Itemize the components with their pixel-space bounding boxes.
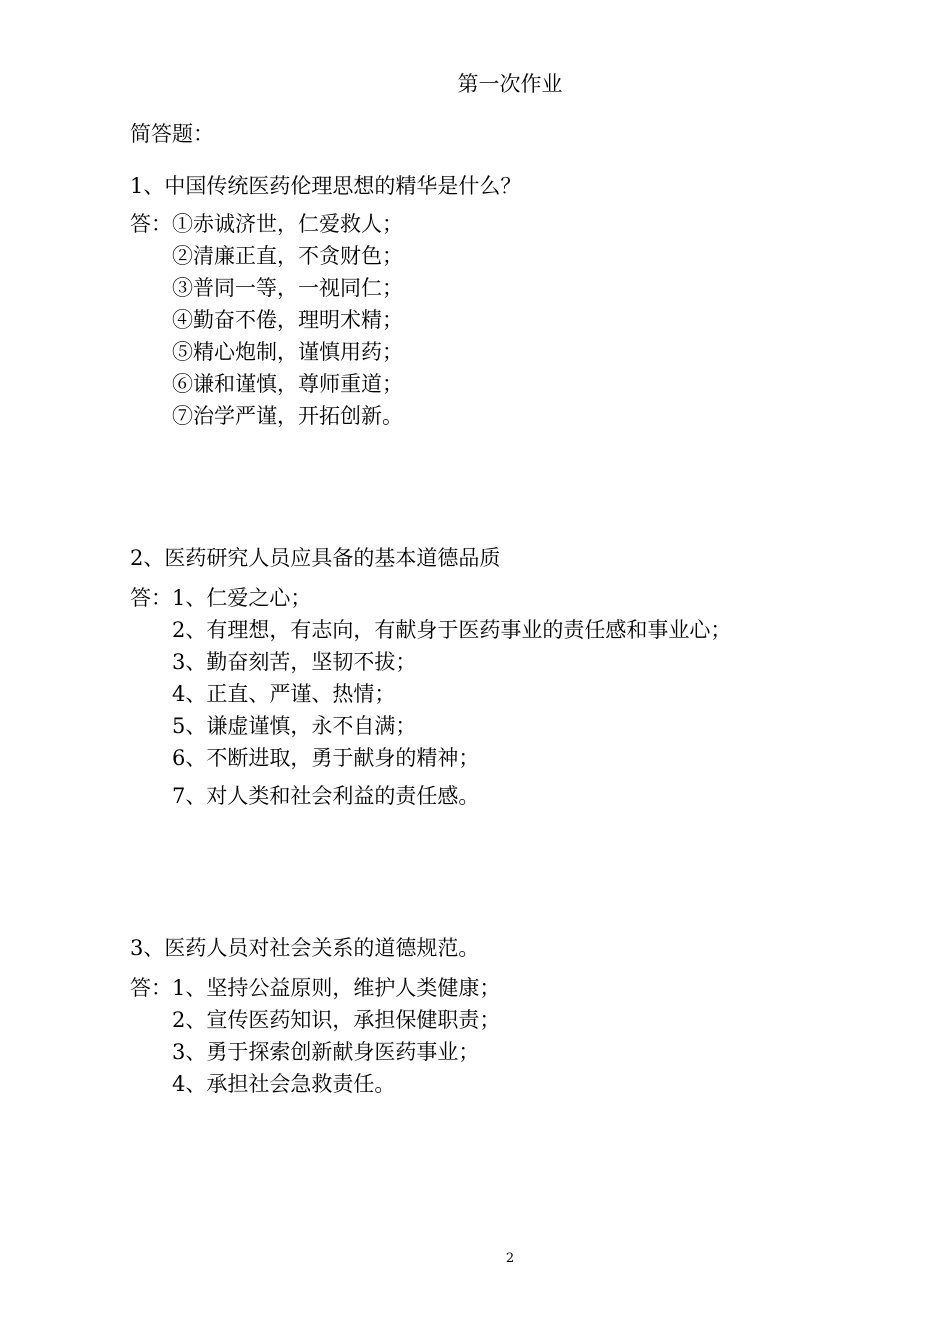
- answer-line: [130, 304, 403, 336]
- section-heading: 简答题：: [130, 122, 214, 146]
- answer-line: [130, 972, 500, 1004]
- answer-item: 5、谦虚谨慎，永不自满；: [172, 714, 417, 738]
- answer-line: [130, 1068, 500, 1100]
- answer-item: 4、正直、严谨、热情；: [172, 682, 396, 706]
- answer-item: ①赤诚济世，仁爱救人；: [172, 212, 403, 236]
- answer-prefix: 答：: [130, 976, 172, 1000]
- answer-line: [130, 1004, 500, 1036]
- answer-line: [130, 336, 403, 368]
- answer-line: [130, 400, 403, 432]
- answer-line: [130, 710, 731, 742]
- answer-item: ⑥谦和谨慎，尊师重道；: [172, 372, 403, 396]
- answer-line: [130, 678, 731, 710]
- answer-line: [130, 742, 731, 774]
- question-3: 3、医药人员对社会关系的道德规范。: [130, 936, 480, 960]
- answer-item: 3、勇于探索创新献身医药事业；: [172, 1040, 480, 1064]
- answer-line: [130, 240, 403, 272]
- answer-item: 1、仁爱之心；: [172, 586, 312, 610]
- answer-item: 7、对人类和社会利益的责任感。: [172, 784, 480, 808]
- answer-item: ③普同一等，一视同仁；: [172, 276, 403, 300]
- answer-line: [130, 774, 731, 820]
- document-title: 第一次作业: [457, 72, 563, 96]
- answer-block-2: [130, 582, 731, 820]
- answer-item: 4、承担社会急救责任。: [172, 1072, 396, 1096]
- question-2: 2、医药研究人员应具备的基本道德品质: [130, 546, 501, 570]
- answer-line: [130, 582, 731, 614]
- answer-item: 2、宣传医药知识，承担保健职责；: [172, 1008, 501, 1032]
- answer-item: ⑤精心炮制，谨慎用药；: [172, 340, 403, 364]
- answer-line: [130, 368, 403, 400]
- answer-block-1: [130, 208, 403, 432]
- answer-line: [130, 614, 731, 646]
- answer-prefix: 答：: [130, 586, 172, 610]
- answer-item: ④勤奋不倦，理明术精；: [172, 308, 403, 332]
- answer-item: 2、有理想，有志向，有献身于医药事业的责任感和事业心；: [172, 618, 732, 642]
- answer-item: 3、勤奋刻苦，坚韧不拔；: [172, 650, 417, 674]
- page-number: 2: [505, 1251, 515, 1266]
- answer-item: ②清廉正直，不贪财色；: [172, 244, 403, 268]
- answer-item: 6、不断进取，勇于献身的精神；: [172, 746, 480, 770]
- answer-line: [130, 646, 731, 678]
- question-1: 1、中国传统医药伦理思想的精华是什么？: [130, 174, 522, 198]
- answer-item: ⑦治学严谨，开拓创新。: [172, 404, 403, 428]
- answer-line: [130, 1036, 500, 1068]
- answer-prefix: 答：: [130, 212, 172, 236]
- answer-block-3: [130, 972, 500, 1100]
- answer-line: [130, 208, 403, 240]
- answer-item: 1、坚持公益原则，维护人类健康；: [172, 976, 501, 1000]
- answer-line: [130, 272, 403, 304]
